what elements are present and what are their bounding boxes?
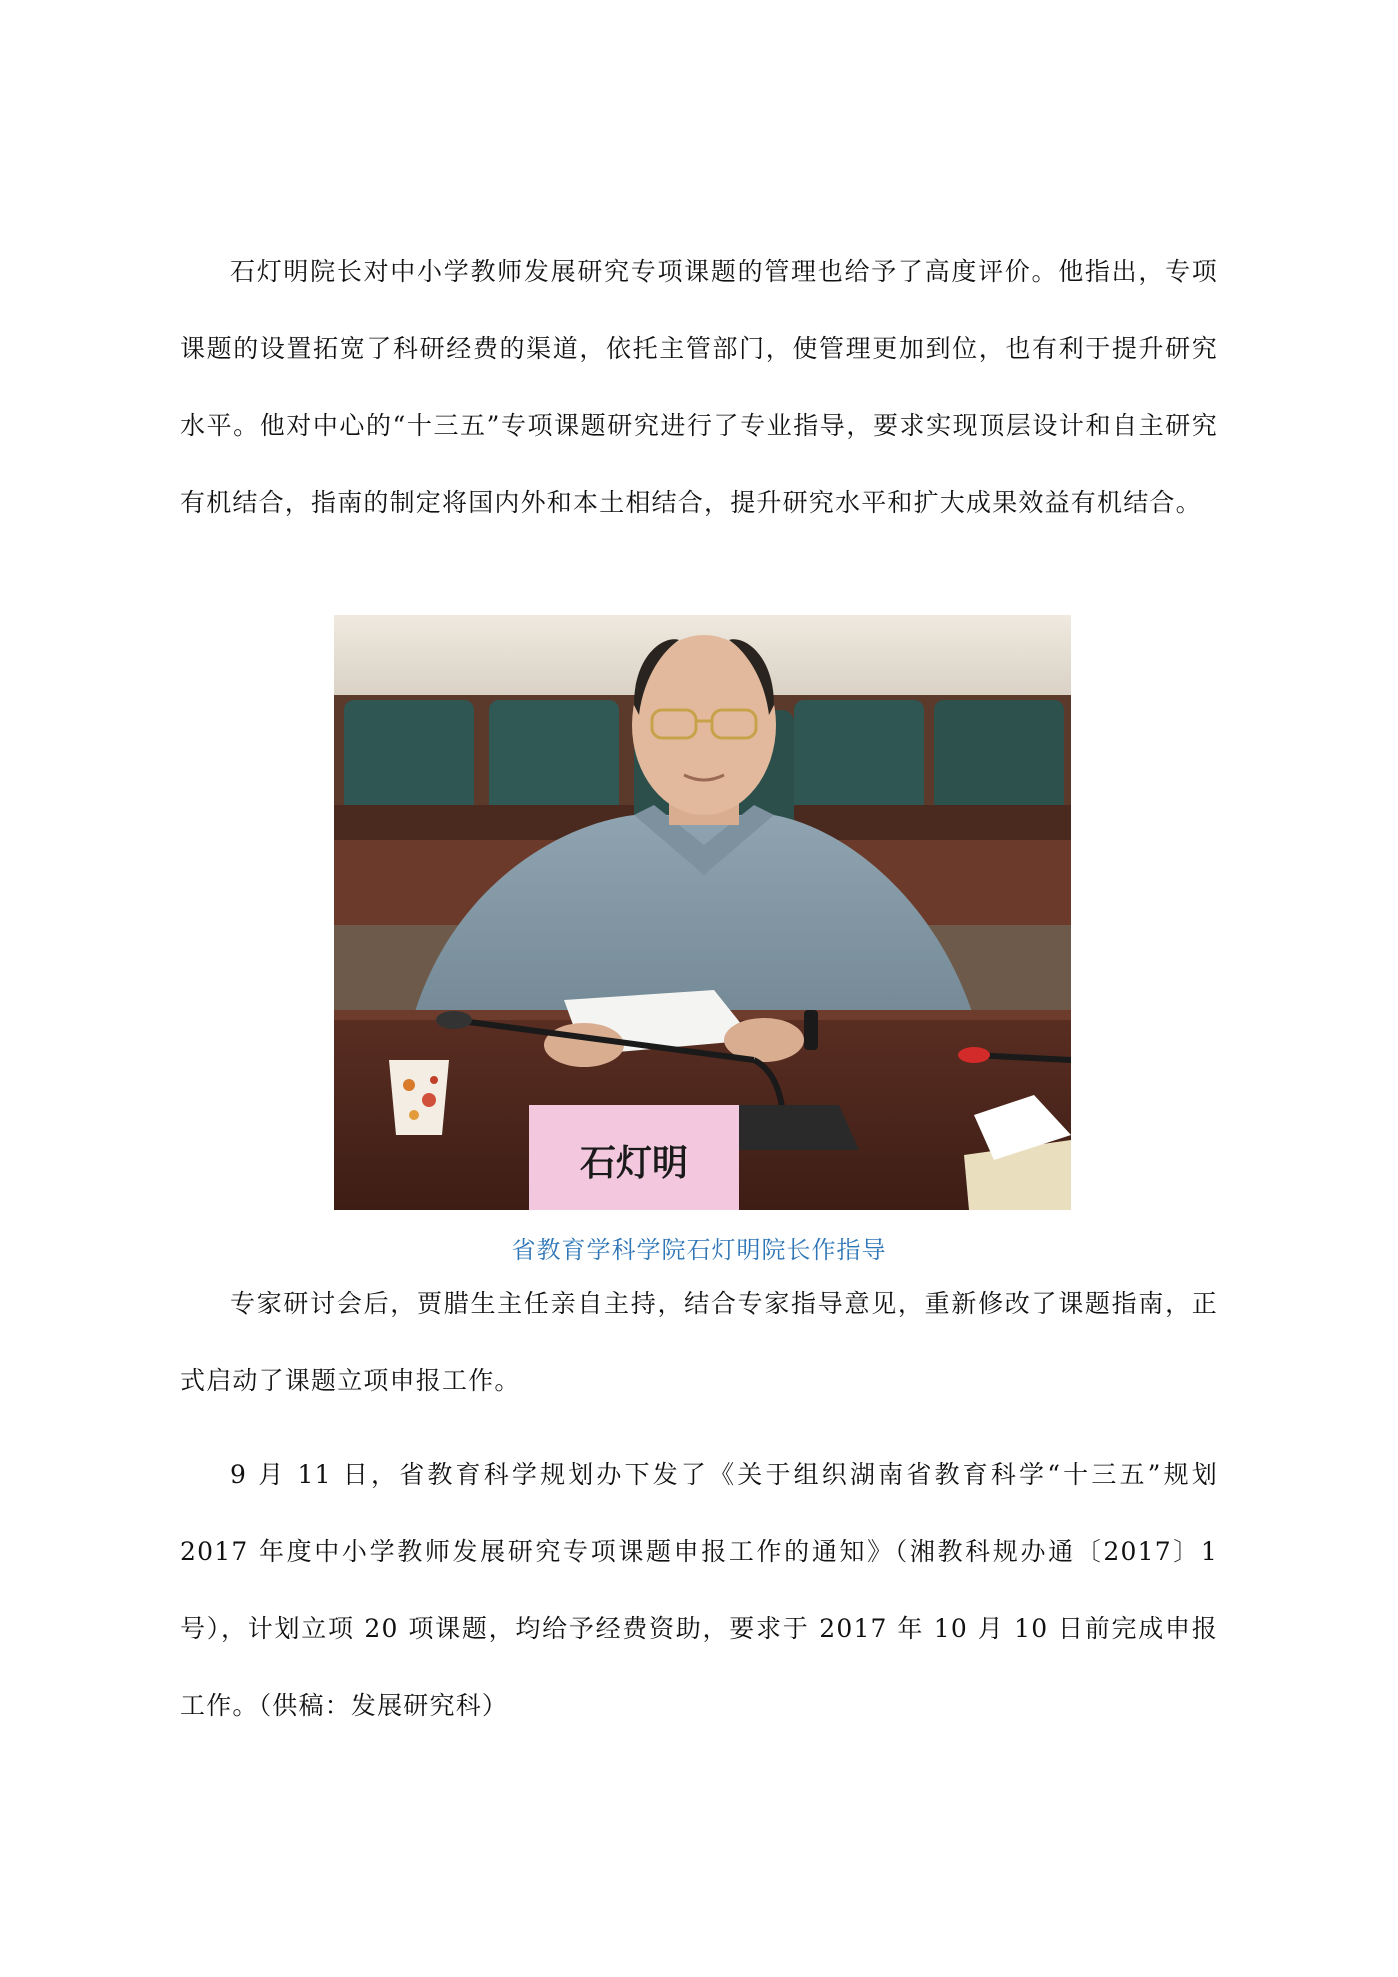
paragraph-evaluation: 石灯明院长对中小学教师发展研究专项课题的管理也给予了高度评价。他指出，专项课题的设置拓宽了科研经费的渠道，依托主管部门，使管理更加到位，也有利于提升研究水平。他对中心的“十三五”专项课题研究进行了专业指导，要求实现顶层设计和自主研究有机结合，指南的制定将国内外和本土相结合，提升研究水平和扩大成果效益有机结合。 — [180, 257, 1218, 517]
paragraph-revision: 专家研讨会后，贾腊生主任亲自主持，结合专家指导意见，重新修改了课题指南，正式启动了课题立项申报工作。 — [180, 1289, 1218, 1395]
nameplate-text: 石灯明 — [579, 1142, 689, 1184]
meeting-photo — [334, 615, 1071, 1210]
paragraph-notice: 9 月 11 日，省教育科学规划办下发了《关于组织湖南省教育科学“十三五”规划 2017 年度中小学教师发展研究专项课题申报工作的通知》（湘教科规办通〔2017〕1 号），计划立项 20 项课题，均给予经费资助，要求于 2017 年 10 月 10 日前完成申报工作。（供稿：发展研究科） — [180, 1460, 1218, 1720]
photo-caption: 省教育学科学院石灯明院长作指导 — [511, 1236, 887, 1264]
